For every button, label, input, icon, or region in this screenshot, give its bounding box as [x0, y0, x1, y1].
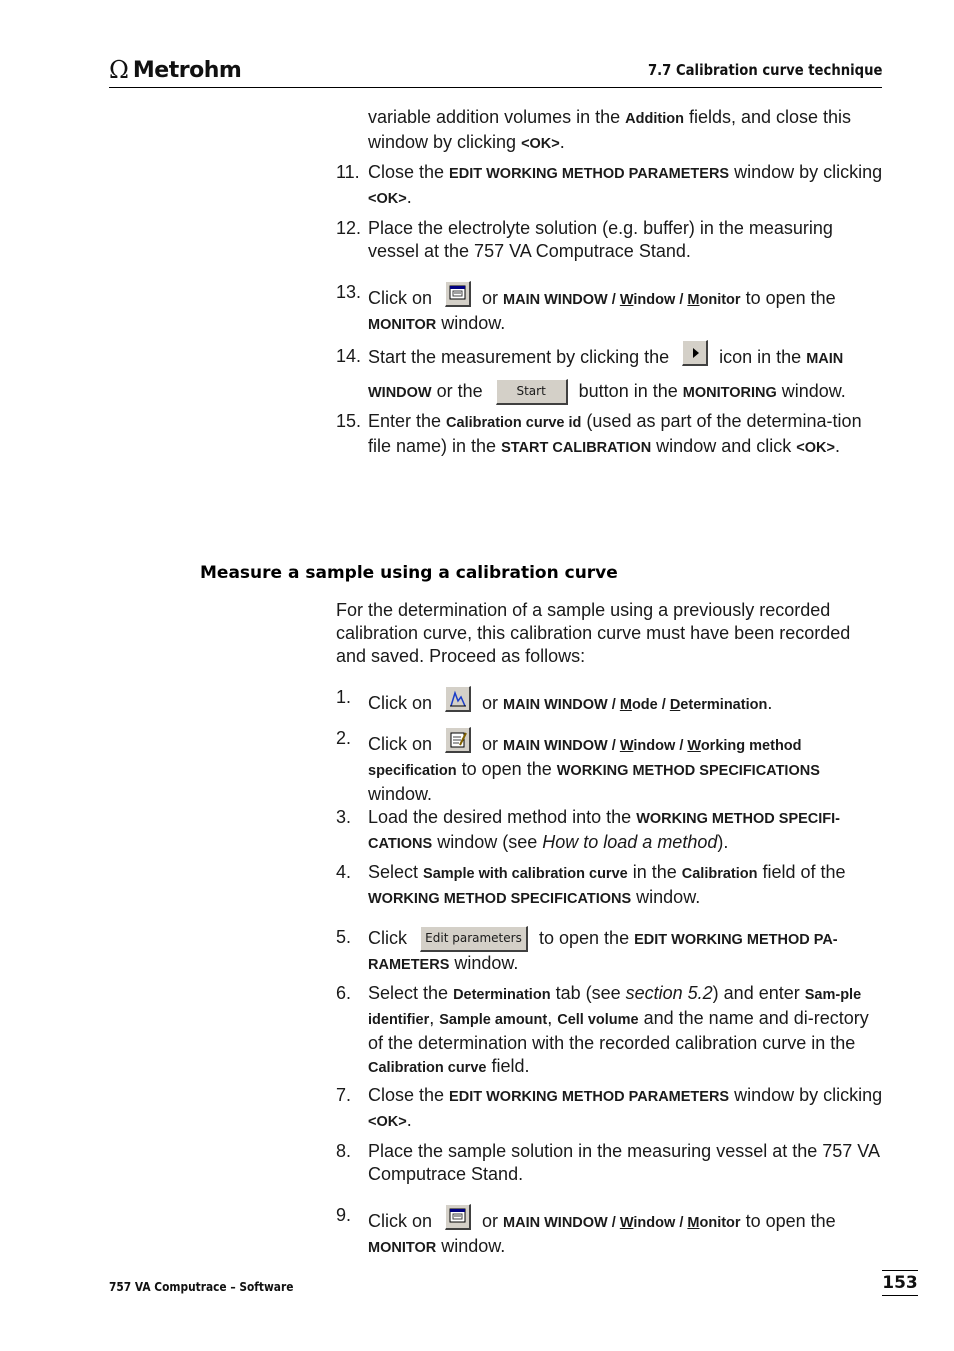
text-span: Start the measurement by clicking the	[368, 347, 675, 367]
menu-label: indow	[633, 1215, 676, 1231]
list-item	[336, 806, 883, 856]
step-number: 9.	[336, 1205, 352, 1225]
menu-label: onitor	[699, 292, 741, 308]
text-span: ,	[547, 1008, 558, 1028]
text-span: window.	[436, 1236, 506, 1256]
list-item	[336, 1084, 883, 1134]
menu-separator: /	[675, 1215, 688, 1231]
text-span: .	[559, 132, 565, 152]
header-divider	[109, 87, 882, 88]
list-item	[336, 161, 883, 211]
field-name: Calibration	[681, 866, 758, 882]
step-number: 12.	[336, 218, 362, 238]
menu-hotkey: W	[619, 738, 634, 754]
menu-path: MAIN WINDOW	[503, 738, 608, 754]
text-span: window.	[631, 887, 701, 907]
list-item	[336, 1140, 883, 1186]
window-name: MONITOR	[368, 1240, 437, 1256]
text-span: .	[767, 693, 773, 713]
text-span: .	[834, 436, 840, 456]
step-number: 11.	[336, 162, 360, 182]
text-span: or	[477, 288, 504, 308]
list-item	[336, 686, 883, 717]
tab-name: Determination	[453, 987, 551, 1003]
text-span: fields, and close this window by clicking	[368, 107, 852, 152]
text-span: Place the sample solution in the measuring vessel at the 757 VA Computrace Stand.	[368, 1141, 879, 1184]
text-span: ).	[717, 832, 729, 852]
field-name: Calibration curve id	[446, 415, 582, 431]
text-span: to open the	[740, 288, 836, 308]
text-span: Click on	[368, 288, 438, 308]
text-span: window by clicking	[729, 162, 883, 182]
menu-label: indow	[633, 738, 676, 754]
list-item	[336, 410, 883, 460]
determination-mode-icon[interactable]	[445, 686, 471, 712]
text-span: window.	[449, 953, 519, 973]
field-name: Calibration curve	[368, 1060, 487, 1076]
text-span: .	[406, 187, 412, 207]
step-number: 3.	[336, 807, 352, 827]
menu-separator: /	[657, 697, 670, 713]
list-item	[336, 345, 883, 409]
cross-reference: section 5.2	[625, 983, 713, 1003]
window-name: MONITORING	[682, 385, 777, 401]
text-span: field.	[486, 1056, 530, 1076]
menu-label: orking method specification	[368, 738, 802, 779]
window-name: MAIN WINDOW	[368, 351, 844, 401]
text-span: ) and enter	[712, 983, 805, 1003]
text-span: Click on	[368, 1211, 438, 1231]
menu-separator: /	[607, 697, 620, 713]
window-name: EDIT WORKING METHOD PARAMETERS	[449, 166, 730, 182]
list-item	[336, 982, 883, 1080]
step-number: 6.	[336, 983, 352, 1003]
menu-separator: /	[607, 292, 620, 308]
text-span: field of the	[757, 862, 846, 882]
section-subheading: Measure a sample using a calibration curve	[200, 563, 618, 583]
menu-hotkey: M	[619, 697, 632, 713]
text-span: ,	[429, 1008, 440, 1028]
menu-separator: /	[607, 1215, 620, 1231]
text-span: button in the	[573, 381, 683, 401]
text-span: icon in the	[714, 347, 807, 367]
text-span: Click on	[368, 693, 438, 713]
text-span: window.	[368, 784, 433, 804]
start-play-icon[interactable]	[682, 340, 708, 366]
ok-key: <OK>	[521, 136, 560, 152]
text-span: Load the desired method into the	[368, 807, 637, 827]
text-span: Place the electrolyte solution (e.g. buffer) in the measuring vessel at the 757 VA Computrace Stand.	[368, 218, 833, 261]
working-method-icon[interactable]	[445, 727, 471, 753]
menu-separator: /	[675, 292, 688, 308]
list-item	[336, 926, 883, 977]
text-span: Click	[368, 928, 412, 948]
text-span: Select	[368, 862, 424, 882]
text-span: tab (see	[550, 983, 626, 1003]
step-number: 15.	[336, 411, 362, 431]
text-span: .	[406, 1110, 412, 1130]
monitor-window-icon[interactable]	[445, 281, 471, 307]
menu-hotkey: M	[687, 1215, 700, 1231]
text-span: or	[477, 693, 504, 713]
step-number: 5.	[336, 927, 352, 947]
section-title: 7.7 Calibration curve technique	[647, 61, 882, 79]
step-number: 13.	[336, 282, 362, 302]
text-span: to open the	[534, 928, 635, 948]
menu-separator: /	[607, 738, 620, 754]
field-name: Sample amount	[439, 1012, 548, 1028]
continuation-paragraph	[368, 106, 883, 156]
text-span: Click on	[368, 734, 438, 754]
text-span: Enter the	[368, 411, 447, 431]
text-span: Select the	[368, 983, 454, 1003]
window-name: WORKING METHOD SPECIFICATIONS	[556, 763, 820, 779]
ok-key: <OK>	[796, 440, 835, 456]
list-item	[336, 217, 883, 263]
list-item	[336, 861, 883, 911]
text-span: Close the	[368, 1085, 450, 1105]
page-header	[109, 56, 882, 88]
cross-reference: How to load a method	[542, 832, 718, 852]
text-span: to open the	[740, 1211, 836, 1231]
monitor-window-icon[interactable]	[445, 1204, 471, 1230]
window-name: MONITOR	[368, 317, 437, 333]
step-number: 4.	[336, 862, 352, 882]
menu-label: etermination	[680, 697, 768, 713]
metrohm-logo	[109, 56, 241, 84]
list-item	[336, 1204, 883, 1260]
omega-logo-icon: Ω	[109, 56, 129, 84]
step-number: 7.	[336, 1085, 352, 1105]
text-span: and the name and di-rectory of the determination with the recorded calibration curve in the	[368, 1008, 869, 1053]
logo-text: Metrohm	[132, 57, 242, 83]
page-number: 153	[882, 1270, 918, 1296]
text-span: variable addition volumes in the	[368, 107, 626, 127]
text-span: in the	[627, 862, 682, 882]
start-button[interactable]: Start	[496, 379, 568, 405]
list-item	[336, 281, 883, 337]
step-number: 14.	[336, 346, 362, 366]
window-name: START CALIBRATION	[501, 440, 652, 456]
menu-hotkey: D	[669, 697, 681, 713]
text-span: window.	[776, 381, 846, 401]
field-value: Sample with calibration curve	[423, 866, 628, 882]
text-span: Close the	[368, 162, 450, 182]
menu-path: MAIN WINDOW	[503, 292, 608, 308]
menu-label: onitor	[699, 1215, 741, 1231]
text-span: window and click	[651, 436, 797, 456]
menu-hotkey: M	[687, 292, 700, 308]
ok-key: <OK>	[368, 1114, 407, 1130]
field-name: Cell volume	[557, 1012, 639, 1028]
edit-parameters-button[interactable]: Edit parameters	[420, 926, 528, 952]
menu-label: ode	[631, 697, 658, 713]
text-span: (used as part of the determina-tion file name) in the	[368, 411, 862, 456]
text-span: window.	[436, 313, 506, 333]
text-span: or	[477, 734, 504, 754]
menu-hotkey: W	[619, 1215, 634, 1231]
text-span: to open the	[456, 759, 557, 779]
window-name: WORKING METHOD SPECIFI-CATIONS	[368, 811, 841, 852]
step-number: 2.	[336, 728, 352, 748]
footer-title: 757 VA Computrace – Software	[109, 1279, 294, 1294]
list-item	[336, 727, 883, 806]
menu-label: indow	[633, 292, 676, 308]
text-span: window by clicking	[729, 1085, 883, 1105]
menu-path: MAIN WINDOW	[503, 1215, 608, 1231]
window-name: EDIT WORKING METHOD PA-RAMETERS	[368, 932, 838, 973]
text-span: window (see	[432, 832, 543, 852]
menu-path: MAIN WINDOW	[503, 697, 608, 713]
step-number: 8.	[336, 1141, 352, 1161]
text-span: or the	[431, 381, 488, 401]
window-name: WORKING METHOD SPECIFICATIONS	[368, 891, 632, 907]
ok-key: <OK>	[368, 191, 407, 207]
field-name: Sam-ple identifier	[368, 987, 862, 1028]
intro-paragraph: For the determination of a sample using a previously recorded calibration curve, this calibration curve must have been recorded and saved. Proceed as follows:	[336, 600, 851, 666]
window-name: EDIT WORKING METHOD PARAMETERS	[449, 1089, 730, 1105]
menu-hotkey: W	[619, 292, 634, 308]
step-number: 1.	[336, 687, 352, 707]
text-span: or	[477, 1211, 504, 1231]
menu-hotkey: W	[687, 738, 701, 754]
field-name: Addition	[625, 111, 684, 127]
menu-separator: /	[675, 738, 688, 754]
